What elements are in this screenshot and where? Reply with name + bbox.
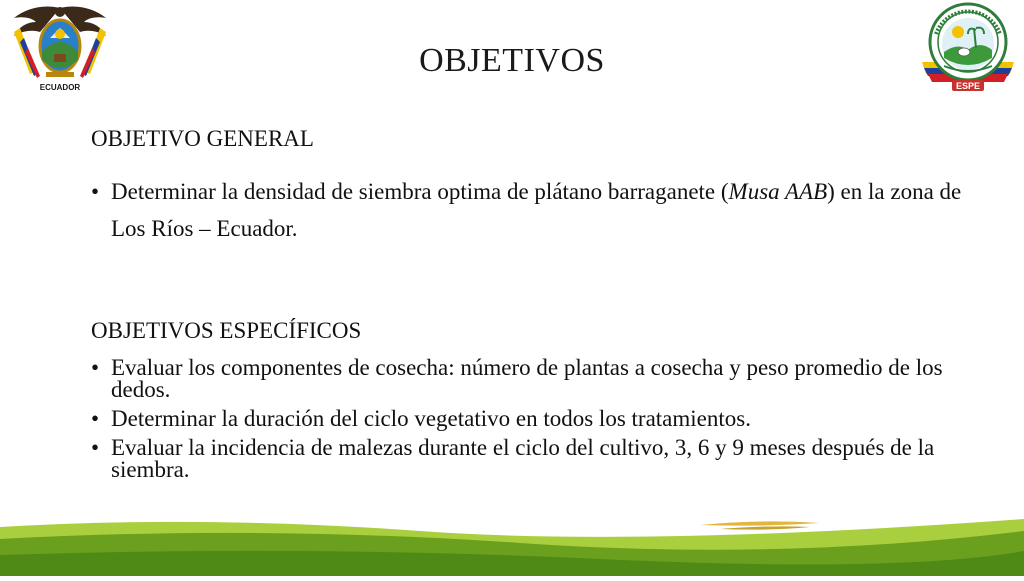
general-objective-text-pre: Determinar la densidad de siembra optima de plátano barraganete ( — [111, 179, 729, 204]
general-objective-text-post: ) en la zona de Los Ríos – Ecuador. — [111, 179, 962, 241]
bullet-icon: • — [91, 435, 100, 460]
general-objective-heading: OBJETIVO GENERAL — [91, 126, 314, 151]
specific-objective-text: Determinar la duración del ciclo vegetativo en todos los tratamientos. — [111, 406, 751, 431]
grass-footer-decoration — [0, 505, 1024, 576]
list-item — [91, 437, 971, 481]
species-name: Musa AAB — [728, 179, 828, 204]
slide-title: OBJETIVOS — [419, 42, 605, 79]
specific-objective-text: Evaluar la incidencia de malezas durante el ciclo del cultivo, 3, 6 y 9 meses después de la siembra. — [111, 435, 935, 482]
specific-objectives-list — [91, 357, 971, 488]
bullet-icon: • — [91, 355, 100, 380]
bullet-icon: • — [91, 406, 100, 431]
list-item — [91, 357, 971, 401]
general-objective-list — [91, 173, 971, 247]
specific-objective-text: Evaluar los componentes de cosecha: número de plantas a cosecha y peso promedio de los dedos. — [111, 355, 943, 402]
bullet-icon: • — [91, 179, 100, 204]
coat-of-arms-caption: ECUADOR — [39, 83, 81, 92]
specific-objectives-heading: OBJETIVOS ESPECÍFICOS — [91, 318, 362, 343]
list-item — [91, 408, 971, 430]
general-objective-item — [91, 173, 971, 247]
gold-swoosh — [700, 521, 820, 525]
seal-banner-text: ESPE — [955, 81, 981, 91]
